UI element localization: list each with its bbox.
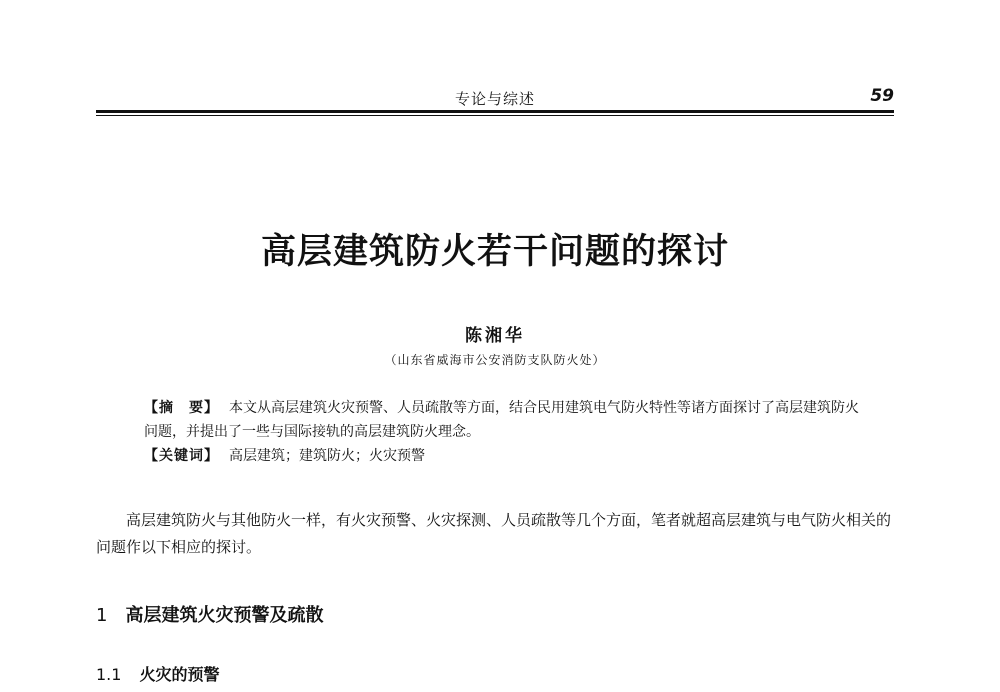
keywords <box>144 444 864 468</box>
section-heading-1 <box>96 601 323 627</box>
author-name: 陈湘华 <box>465 326 525 346</box>
header-rule-thick <box>96 110 894 113</box>
section-title: 高层建筑火灾预警及疏散 <box>125 605 324 626</box>
abstract-block <box>144 396 864 468</box>
article-title: 高层建筑防火若干问题的探讨 <box>260 232 729 272</box>
section-label: 专论与综述 <box>454 90 535 108</box>
abstract-text: 本文从高层建筑火灾预警、人员疏散等方面，结合民用建筑电气防火特性等诸方面探讨了高层建筑防火问题，并提出了一些与国际接轨的高层建筑防火理念。 <box>144 400 859 440</box>
keywords-text: 高层建筑；建筑防火；火灾预警 <box>229 448 425 464</box>
subsection-number: 1.1 <box>96 665 122 684</box>
subsection-heading-1-1 <box>96 662 219 685</box>
subsection-title: 火灾的预警 <box>139 665 220 684</box>
abstract <box>144 396 864 444</box>
header-rule-thin <box>96 115 894 116</box>
intro-paragraph: 高层建筑防火与其他防火一样，有火灾预警、火灾探测、人员疏散等几个方面，笔者就超高层建筑与电气防火相关的问题作以下相应的探讨。 <box>96 511 892 556</box>
author-affiliation: （山东省威海市公安消防支队防火处） <box>384 353 606 367</box>
page-number: 59 <box>870 86 894 106</box>
keywords-label: 【关键词】 <box>144 448 219 464</box>
abstract-label: 【摘 要】 <box>144 400 219 416</box>
section-number: 1 <box>96 605 108 626</box>
